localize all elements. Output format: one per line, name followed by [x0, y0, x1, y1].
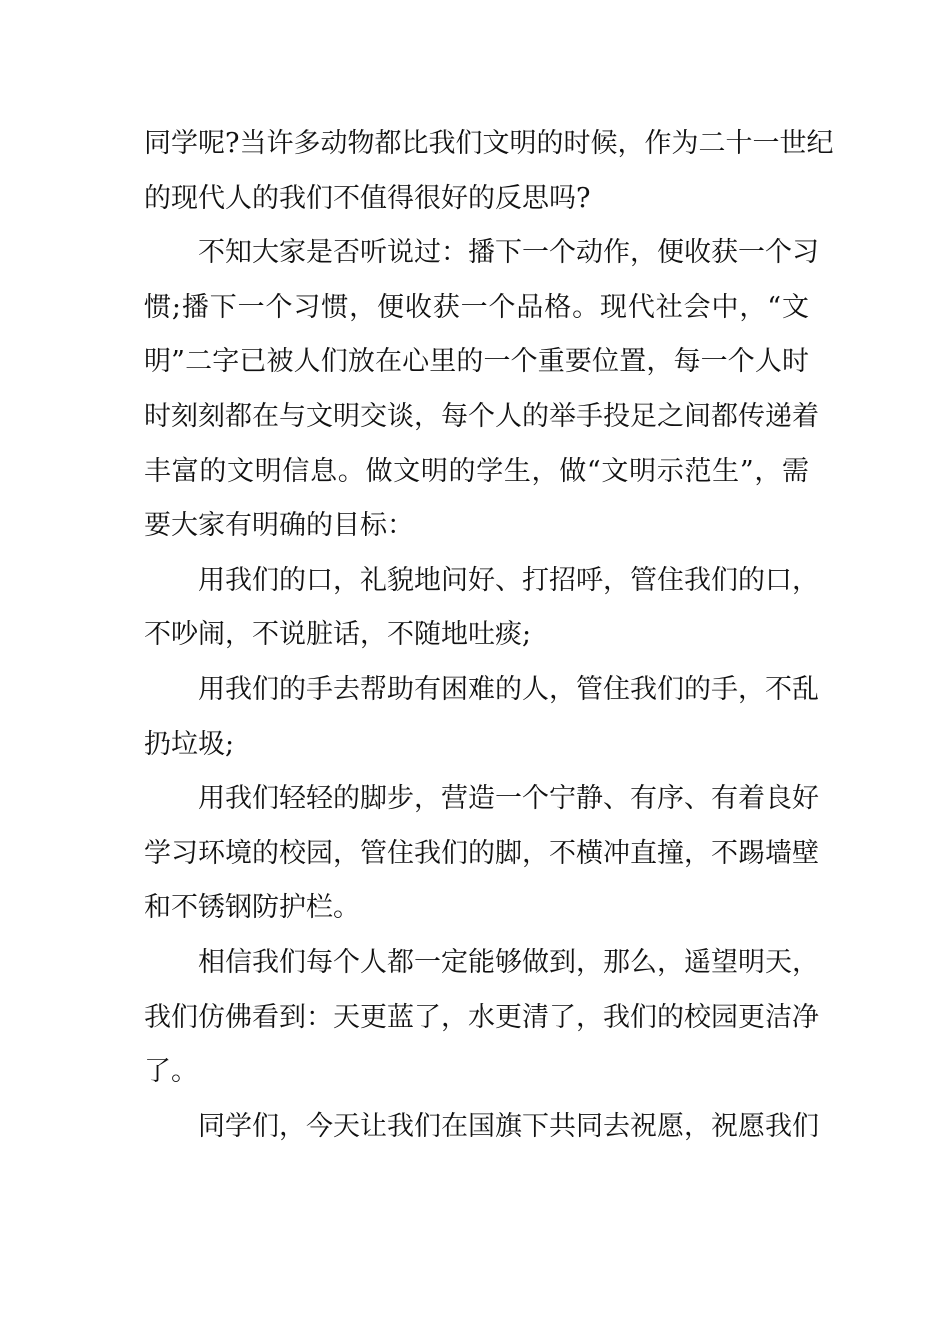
text-line: 了。	[144, 1056, 198, 1088]
paragraph-first-line: 相信我们每个人都一定能够做到，那么，遥望明天，	[198, 946, 819, 978]
text-line: 时刻刻都在与文明交谈，每个人的举手投足之间都传递着	[144, 400, 819, 432]
text-line: 要大家有明确的目标：	[144, 510, 414, 542]
paragraph-first-line: 用我们轻轻的脚步，营造一个宁静、有序、有着良好	[198, 783, 819, 815]
text-line: 和不锈钢防护栏。	[144, 892, 360, 924]
text-line: 不吵闹，不说脏话，不随地吐痰;	[144, 619, 532, 651]
text-line: 学习环境的校园，管住我们的脚，不横冲直撞，不踢墙壁	[144, 837, 819, 869]
paragraph-first-line: 用我们的口，礼貌地问好、打招呼，管住我们的口，	[198, 564, 819, 596]
text-line: 丰富的文明信息。做文明的学生，做“文明示范生”，需	[144, 455, 809, 487]
text-line: 的现代人的我们不值得很好的反思吗?	[144, 182, 591, 214]
text-line: 扔垃圾;	[144, 728, 235, 760]
paragraph-first-line: 用我们的手去帮助有困难的人，管住我们的手，不乱	[198, 673, 819, 705]
body-text	[144, 117, 834, 1154]
paragraph-first-line: 同学们，今天让我们在国旗下共同去祝愿，祝愿我们	[198, 1110, 819, 1142]
paragraph-first-line: 不知大家是否听说过：播下一个动作，便收获一个习	[198, 237, 819, 269]
text-line: 明”二字已被人们放在心里的一个重要位置，每一个人时	[144, 346, 809, 378]
text-line: 我们仿佛看到：天更蓝了，水更清了，我们的校园更洁净	[144, 1001, 819, 1033]
text-line: 同学呢?当许多动物都比我们文明的时候，作为二十一世纪	[144, 128, 834, 159]
text-line: 惯;播下一个习惯，便收获一个品格。现代社会中，“文	[144, 291, 809, 323]
